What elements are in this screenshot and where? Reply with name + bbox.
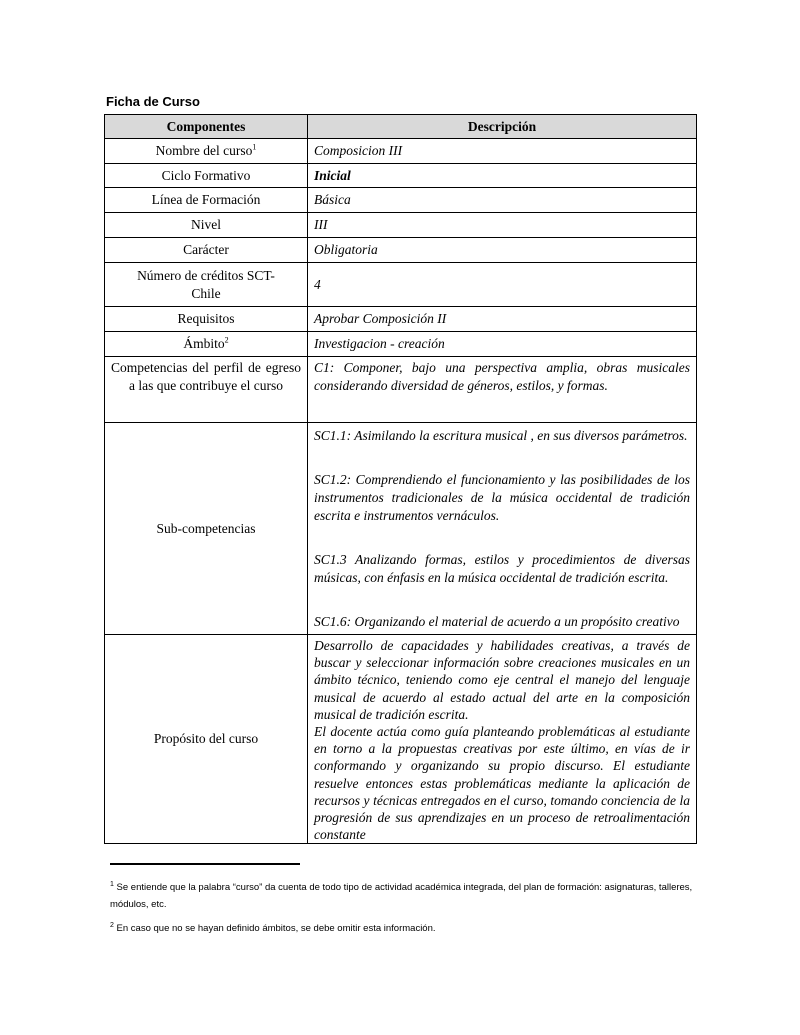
table-row [105, 213, 697, 238]
row-value: 4 [308, 263, 697, 307]
table-row [105, 139, 697, 164]
row-label: Carácter [105, 238, 308, 263]
row-value: Investigacion - creación [308, 332, 697, 357]
row-label: Competencias del perfil de egreso a las que contribuye el curso [105, 357, 308, 423]
footnote-2 [110, 920, 700, 937]
row-label: Ciclo Formativo [105, 164, 308, 188]
table-row [105, 357, 697, 423]
label-text: Ámbito [183, 336, 225, 351]
table-row [105, 332, 697, 357]
row-label: Requisitos [105, 307, 308, 332]
table-row [105, 188, 697, 213]
document-title: Ficha de Curso [106, 94, 200, 109]
footnote-text: En caso que no se hayan definido ámbitos, se debe omitir esta información. [116, 923, 436, 934]
header-componentes: Componentes [105, 115, 308, 139]
footnote-1 [110, 879, 700, 913]
header-descripcion: Descripción [308, 115, 697, 139]
subcompetencia-item: SC1.2: Comprendiendo el funcionamiento y las posibilidades de los instrumentos tradicionales de la música occidental de tradición escrita e instrumentos vernáculos. [314, 472, 690, 523]
table-row [105, 164, 697, 188]
table-row [105, 423, 697, 635]
row-value [308, 635, 697, 844]
row-value: C1: Componer, bajo una perspectiva amplia, obras musicales considerando diversidad de géneros, estilos, y formas. [308, 357, 697, 423]
table-row [105, 635, 697, 844]
row-value [308, 423, 697, 635]
proposito-paragraph: El docente actúa como guía planteando problemáticas al estudiante en torno a la propuestas creativas por este último, en vías de ir conformando y organizando su propio discurso. El estudiante resuelve entonces estas problemáticas mediante la aplicación de recursos y técnicas entregados en el curso, tomando conciencia de la progresión de sus aprendizajes en un proceso de retroalimentación constante [314, 724, 690, 843]
table-row [105, 238, 697, 263]
row-value: Composicion III [308, 139, 697, 164]
row-label: Propósito del curso [105, 635, 308, 844]
footnote-ref: 1 [252, 142, 257, 152]
proposito-paragraph: Desarrollo de capacidades y habilidades creativas, a través de buscar y seleccionar información sobre creaciones musicales en un ámbito técnico, teniendo como eje central el manejo del lenguaje musical de acuerdo al estado actual del arte en la composición musical de tradición escrita. [314, 638, 690, 722]
table-header-row [105, 115, 697, 139]
footnote-ref: 2 [224, 335, 229, 345]
row-label [105, 139, 308, 164]
row-label [105, 332, 308, 357]
label-text: Nombre del curso [155, 143, 253, 158]
row-value: III [308, 213, 697, 238]
footnote-text: Se entiende que la palabra “curso” da cuenta de todo tipo de actividad académica integrada, del plan de formación: asignaturas, talleres, módulos, etc. [110, 882, 693, 910]
subcompetencia-item: SC1.6: Organizando el material de acuerdo a un propósito creativo [314, 614, 680, 629]
subcompetencia-item: SC1.1: Asimilando la escritura musical , en sus diversos parámetros. [314, 428, 688, 443]
row-label: Línea de Formación [105, 188, 308, 213]
row-label: Nivel [105, 213, 308, 238]
footnote-separator [110, 863, 300, 865]
row-value: Básica [308, 188, 697, 213]
row-value: Obligatoria [308, 238, 697, 263]
table-row [105, 307, 697, 332]
row-value: Aprobar Composición II [308, 307, 697, 332]
row-label: Número de créditos SCT-Chile [105, 263, 308, 307]
row-label: Sub-competencias [105, 423, 308, 635]
subcompetencia-item: SC1.3 Analizando formas, estilos y procedimientos de diversas músicas, con énfasis en la música occidental de tradición escrita. [314, 552, 690, 585]
table-row [105, 263, 697, 307]
footnote-number: 2 [110, 921, 114, 929]
footnote-number: 1 [110, 880, 114, 888]
row-value: Inicial [308, 164, 697, 188]
course-table [104, 114, 697, 844]
